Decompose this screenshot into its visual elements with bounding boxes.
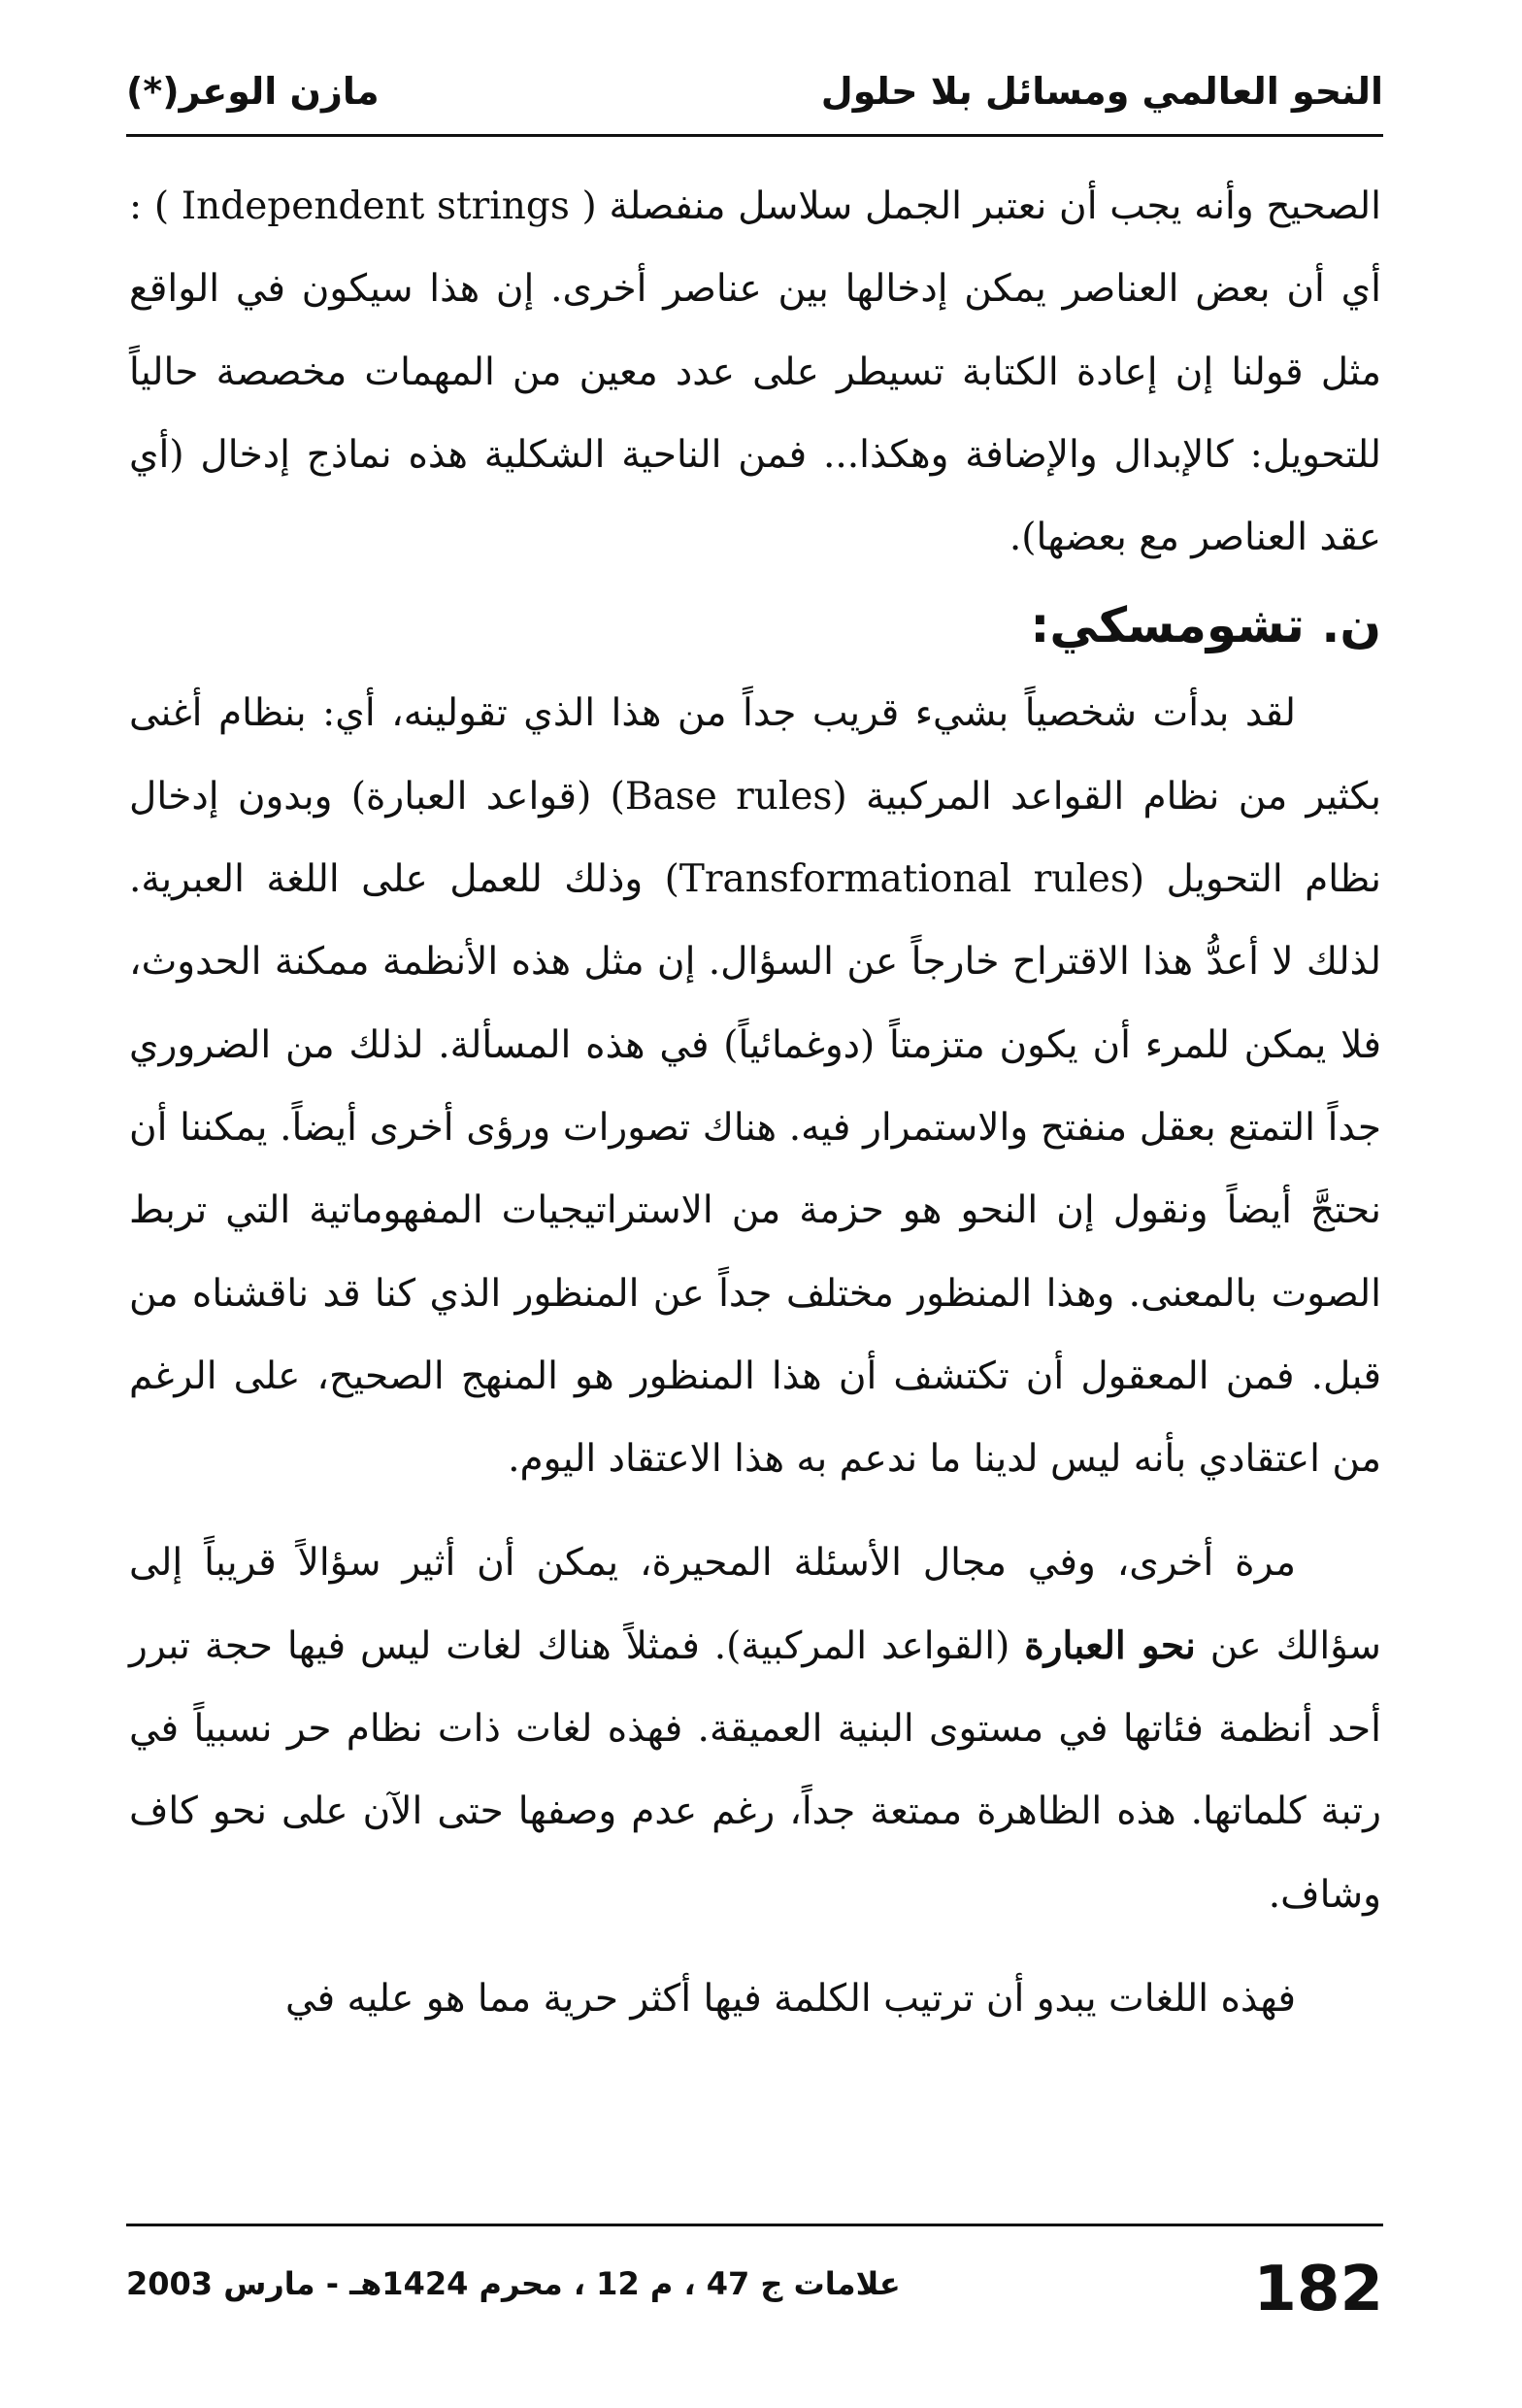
bold-term: نحو العبارة	[1024, 1622, 1196, 1668]
footer-divider	[126, 2224, 1383, 2226]
paragraph-phrase-grammar	[129, 1522, 1381, 1935]
page-number: 182	[1253, 2254, 1383, 2325]
body-text	[129, 165, 1381, 2040]
page-footer	[126, 2251, 1383, 2328]
paragraph-text: (القواعد المركبية). فمثلاً هناك لغات ليس فيها حجة تبرر أحد أنظمة فئاتها في مستوى البنية العميقة. فهذه لغات ذات نظام حر نسبياً في رتبة كلماتها. هذه الظاهرة ممتعة جداً، رغم عدم وصفها حتى الآن على نحو كاف وشاف.	[129, 1623, 1381, 1917]
running-author: مازن الوعر(*)	[126, 70, 380, 113]
running-title: النحو العالمي ومسائل بلا حلول	[820, 70, 1383, 113]
journal-citation: علامات ج 47 ، م 12 ، محرم 1424هـ - مارس 2003	[126, 2265, 901, 2302]
header-divider	[126, 134, 1383, 137]
paragraph-word-order: فهذه اللغات يبدو أن ترتيب الكلمة فيها أكثر حرية مما هو عليه في	[284, 1976, 1296, 2021]
paragraph-continuation: الصحيح وأنه يجب أن نعتبر الجمل سلاسل منفصلة ( Independent strings ) : أي أن بعض العناصر يمكن إدخالها بين عناصر أخرى. إن هذا سيكون في الواقع مثل قولنا إن إعادة الكتابة تسيطر على عدد معين من المهمات مخصصة حالياً للتحويل: كالإبدال والإضافة وهكذا... فمن الناحية الشكلية هذه نماذج إدخال (أي عقد العناصر مع بعضها).	[129, 184, 1381, 560]
paragraph-text: مرة أخرى، وفي مجال الأسئلة المحيرة، يمكن أن أثير سؤالاً قريباً إلى سؤالك عن	[129, 1541, 1381, 1668]
paragraph-chomsky-answer: لقد بدأت شخصياً بشيء قريب جداً من هذا الذي تقولينه، أي: بنظام أغنى بكثير من نظام القواعد المركبية (Base rules) (قواعد العبارة) وبدون إدخال نظام التحويل (Transformational rules) وذلك للعمل على اللغة العبرية. لذلك لا أعدُّ هذا الاقتراح خارجاً عن السؤال. إن مثل هذه الأنظمة ممكنة الحدوث، فلا يمكن للمرء أن يكون متزمتاً (دوغمائياً) في هذه المسألة. لذلك من الضروري جداً التمتع بعقل منفتح والاستمرار فيه. هناك تصورات ورؤى أخرى أيضاً. يمكننا أن نحتجَّ أيضاً ونقول إن النحو هو حزمة من الاستراتيجيات المفهوماتية التي تربط الصوت بالمعنى. وهذا المنظور مختلف جداً عن المنظور الذي كنا قد ناقشناه من قبل. فمن المعقول أن تكتشف أن هذا المنظور هو المنهج الصحيح، على الرغم من اعتقادي بأنه ليس لدينا ما ندعم به هذا الاعتقاد اليوم.	[129, 691, 1382, 1482]
speaker-heading: ن. تشومسكي:	[1030, 597, 1381, 654]
running-header	[126, 60, 1383, 128]
